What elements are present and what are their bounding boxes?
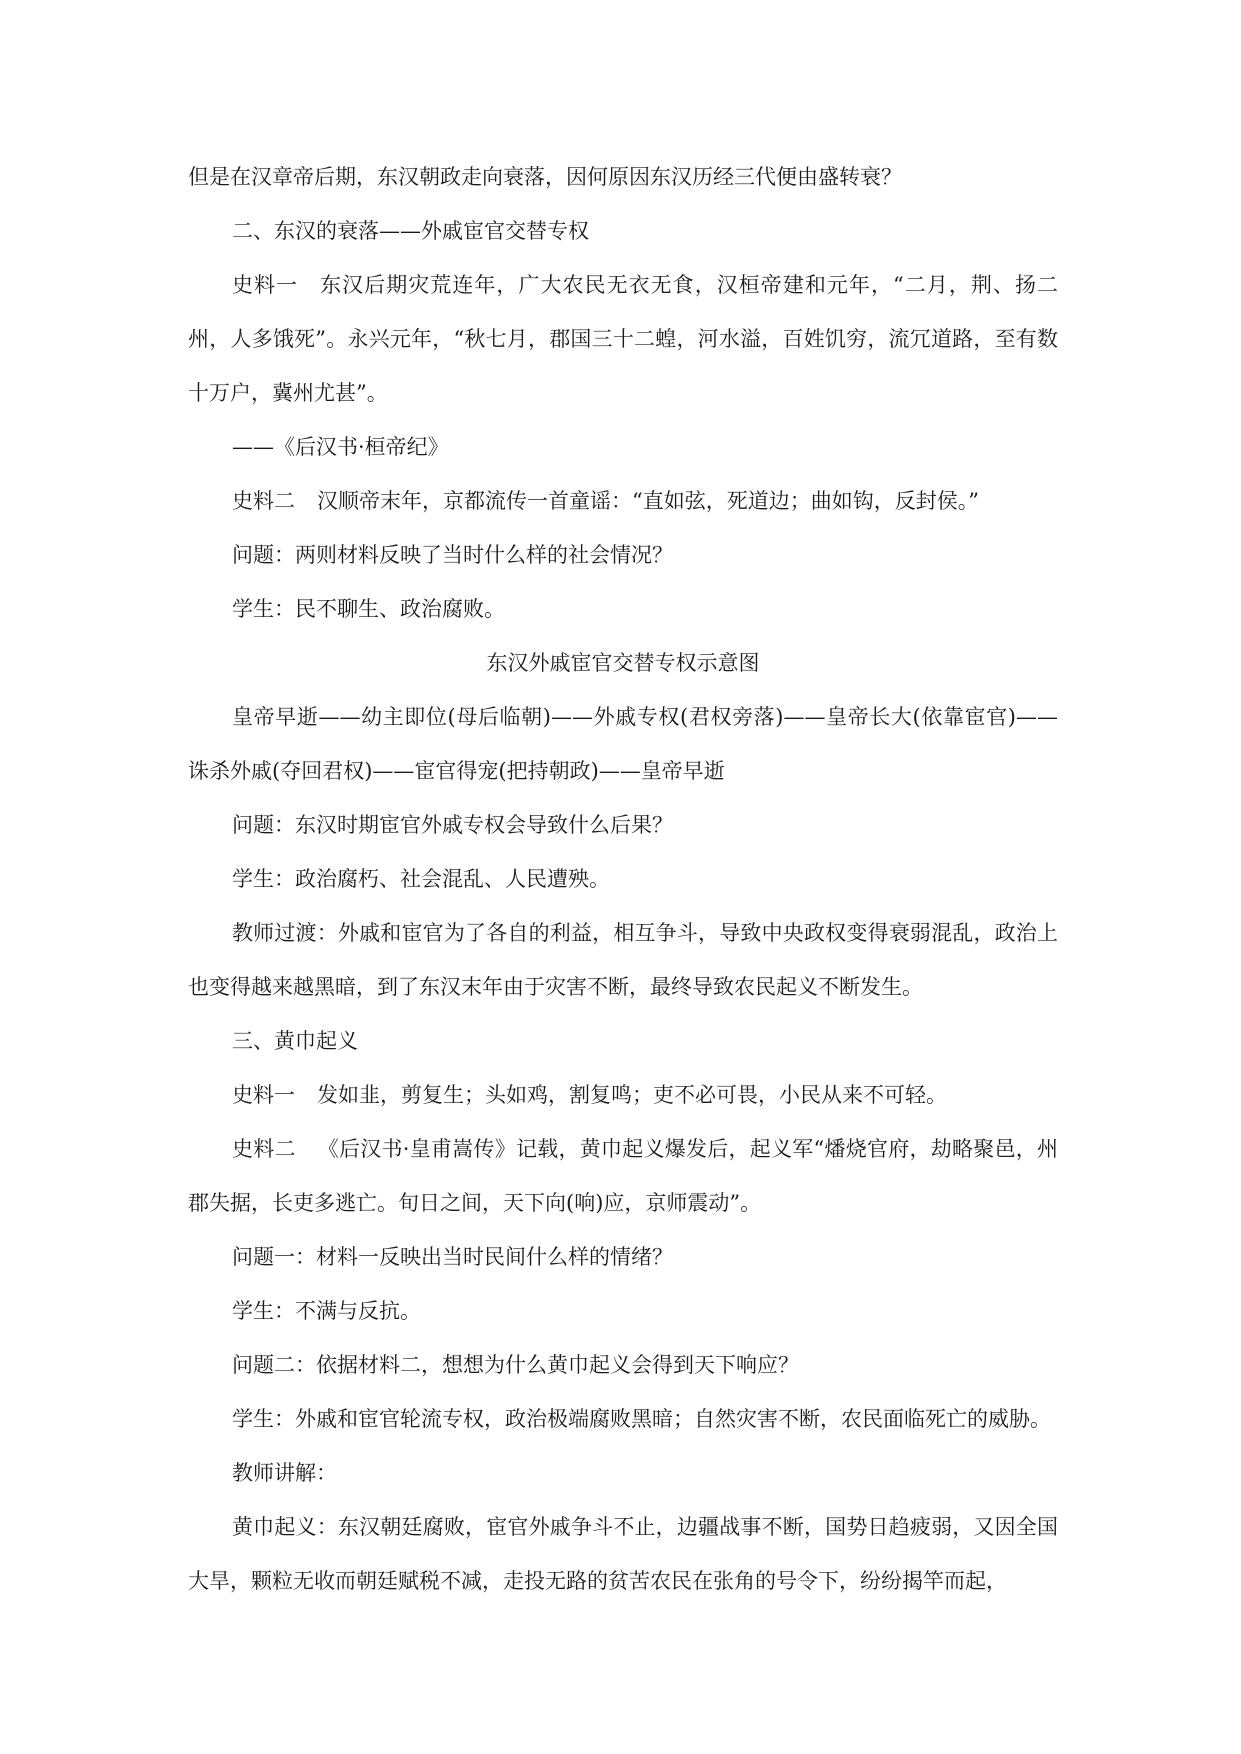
question-paragraph: 问题二：依据材料二，想想为什么黄巾起义会得到天下响应？ [232, 1353, 799, 1377]
question-paragraph: 问题：东汉时期宦官外戚专权会导致什么后果？ [232, 813, 673, 837]
paragraph-intro-question: 但是在汉章帝后期，东汉朝政走向衰落，因何原因东汉历经三代便由盛转衰？ [188, 165, 902, 189]
section-heading-yellow-turban: 三、黄巾起义 [232, 1029, 358, 1053]
source-label: 史料一 [232, 273, 299, 297]
question-paragraph: 问题一：材料一反映出当时民间什么样的情绪？ [232, 1245, 673, 1269]
power-cycle-chain: 皇帝早逝——幼主即位(母后临朝)——外戚专权(君权旁落)——皇帝长大(依靠宦官)——诛杀外戚(夺回君权)——宦官得宠(把持朝政)——皇帝早逝 [188, 705, 1058, 783]
citation: ——《后汉书·桓帝纪》 [232, 435, 449, 459]
source-paragraph-1: 史料一 东汉后期灾荒连年，广大农民无衣无食，汉桓帝建和元年，“二月，荆、扬二州，人多饿死”。永兴元年，“秋七月，郡国三十二蝗，河水溢，百姓饥穷，流冗道路，至有数十万户，冀州尤甚”。 [188, 273, 1059, 405]
question-paragraph: 问题：两则材料反映了当时什么样的社会情况？ [232, 543, 673, 567]
teacher-transition: 教师过渡：外戚和宦官为了各自的利益，相互争斗，导致中央政权变得衰弱混乱，政治上也变得越来越黑暗，到了东汉末年由于灾害不断，最终导致农民起义不断发生。 [188, 921, 1058, 999]
source-paragraph-2: 史料二 汉顺帝末年，京都流传一首童谣：“直如弦，死道边；曲如钩，反封侯。” [232, 489, 979, 513]
document-page [188, 150, 1058, 1608]
diagram-title: 东汉外戚宦官交替专权示意图 [486, 651, 760, 675]
source-label: 史料二 [232, 1137, 296, 1161]
student-answer: 学生：政治腐朽、社会混乱、人民遭殃。 [232, 867, 610, 891]
source-label: 史料一 [232, 1083, 295, 1107]
student-answer: 学生：民不聊生、政治腐败。 [232, 597, 505, 621]
teacher-explanation: 黄巾起义：东汉朝廷腐败，宦官外戚争斗不止，边疆战事不断，国势日趋疲弱，又因全国大旱，颗粒无收而朝廷赋税不减，走投无路的贫苦农民在张角的号令下，纷纷揭竿而起， [188, 1515, 1058, 1593]
student-answer: 学生：不满与反抗。 [232, 1299, 421, 1323]
teacher-explanation-label: 教师讲解： [232, 1461, 337, 1485]
student-answer: 学生：外戚和宦官轮流专权，政治极端腐败黑暗；自然灾害不断，农民面临死亡的威胁。 [232, 1407, 1051, 1431]
source-paragraph-1: 史料一 发如韭，剪复生；头如鸡，割复鸣；吏不必可畏，小民从来不可轻。 [232, 1083, 947, 1107]
section-heading-decline: 二、东汉的衰落——外戚宦官交替专权 [232, 219, 589, 243]
source-paragraph-2: 史料二 《后汉书·皇甫嵩传》记载，黄巾起义爆发后，起义军“燔烧官府，劫略聚邑，州郡失据，长吏多逃亡。旬日之间，天下向(响)应，京师震动”。 [188, 1137, 1058, 1215]
source-label: 史料二 [232, 489, 295, 513]
